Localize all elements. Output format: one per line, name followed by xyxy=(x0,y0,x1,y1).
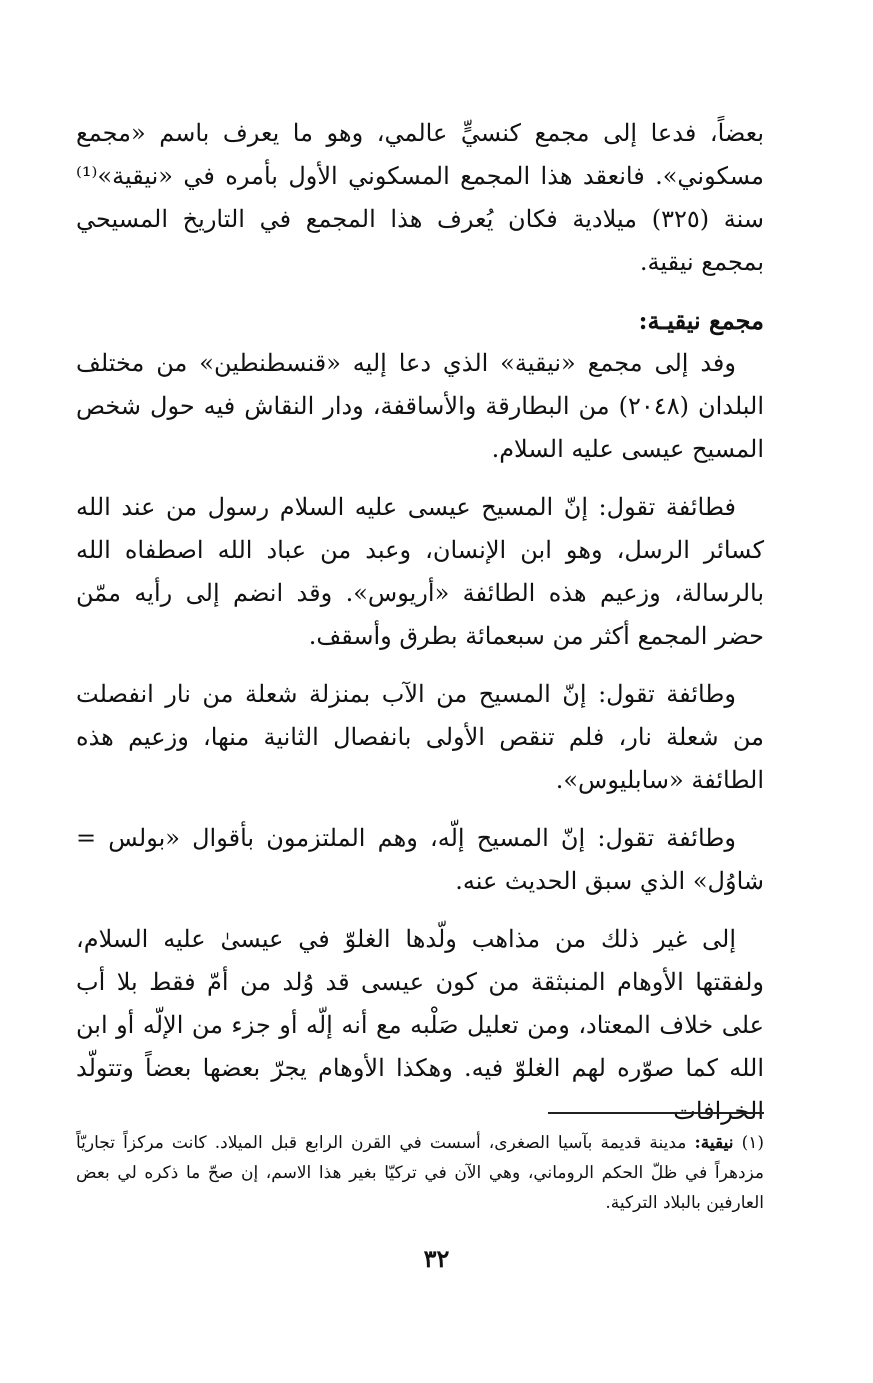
main-text xyxy=(76,112,764,1148)
paragraph-1: بعضاً، فدعا إلى مجمع كنسيٍّ عالمي، وهو ما يعرف باسم «مجمع مسكوني». فانعقد هذا المجمع المسكوني الأول بأمره في «نيقية»⁽¹⁾ سنة (٣٢٥) ميلادية فكان يُعرف هذا المجمع في التاريخ المسيحي بمجمع نيقية. xyxy=(76,119,764,276)
paragraph-6: إلى غير ذلك من مذاهب ولّدها الغلوّ في عيسىٰ عليه السلام، ولفقتها الأوهام المنبثقة من كون عيسى قد وُلد من أمّ فقط بلا أب على خلاف المعتاد، ومن تعليل صَلْبه مع أنه إلّه أو جزء من الإلّه أو ابن الله كما صوّره لهم الغلوّ فيه. وهكذا الأوهام يجرّ بعضها بعضاً وتتولّد الخرافات xyxy=(76,925,764,1125)
footnote-text: مدينة قديمة بآسيا الصغرى، أسست في القرن الرابع قبل الميلاد. كانت مركزاً تجاريّاً مزدهراً في ظلّ الحكم الروماني، وهي الآن في تركيّا بغير هذا الاسم، إن صحّ ما ذكره لي بعض العارفين بالبلاد التركية. xyxy=(76,1133,764,1213)
paragraph-2: وفد إلى مجمع «نيقية» الذي دعا إليه «قنسطنطين» من مختلف البلدان (٢٠٤٨) من البطارقة والأساقفة، ودار النقاش فيه حول شخص المسيح عيسى عليه السلام. xyxy=(76,349,765,463)
paragraph-5: وطائفة تقول: إنّ المسيح إلّه، وهم الملتزمون بأقوال «بولس = شاوُل» الذي سبق الحديث عنه. xyxy=(76,824,764,895)
paragraph-4: وطائفة تقول: إنّ المسيح من الآب بمنزلة شعلة من نار انفصلت من شعلة نار، فلم تنقص الأولى بانفصال الثانية منها، وزعيم هذه الطائفة «سابليوس». xyxy=(76,680,764,794)
footnote-term: نيقية: xyxy=(694,1133,734,1153)
section-heading: مجمع نيقيـة: xyxy=(638,306,764,335)
page-number: ٣٢ xyxy=(423,1244,450,1273)
footnote-marker: (١) xyxy=(741,1133,765,1153)
paragraph-3: فطائفة تقول: إنّ المسيح عيسى عليه السلام رسول من عند الله كسائر الرسل، وهو ابن الإنسان، وعبد من عباد الله اصطفاه الله بالرسالة، وزعيم هذه الطائفة «أريوس». وقد انضم إلى رأيه ممّن حضر المجمع أكثر من سبعمائة بطرق وأسقف. xyxy=(76,493,764,650)
footnote-separator xyxy=(548,1112,764,1114)
footnote xyxy=(76,1128,764,1218)
